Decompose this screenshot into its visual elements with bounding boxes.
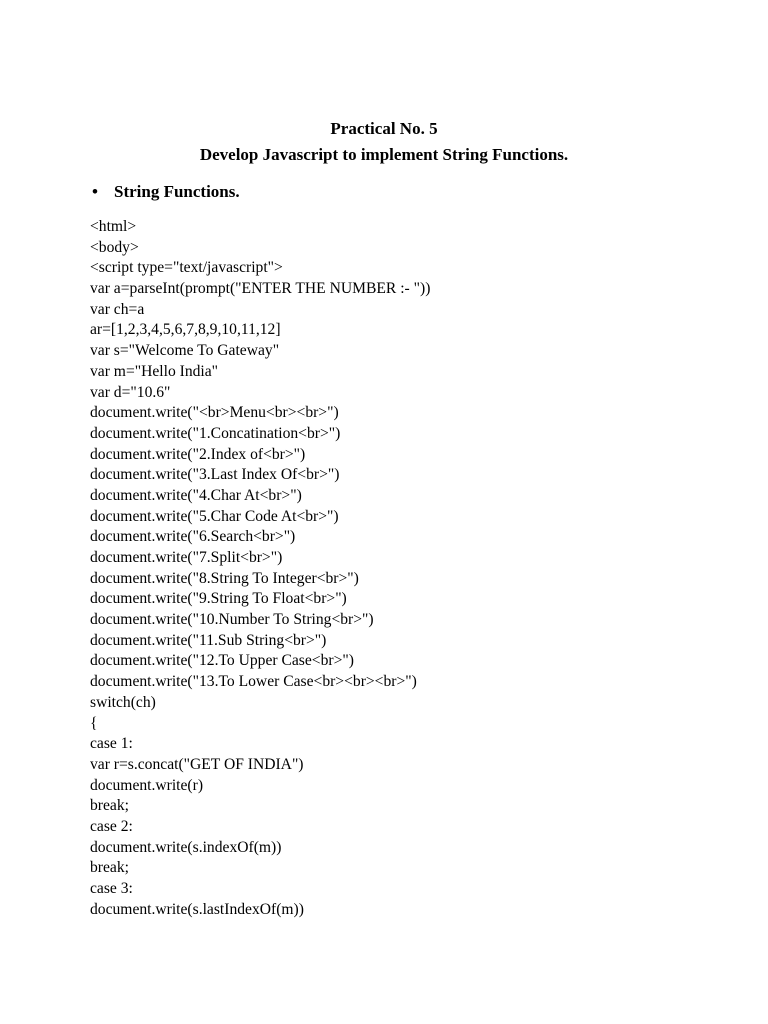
code-line: document.write("10.Number To String<br>") (90, 611, 374, 629)
code-line: document.write(s.indexOf(m)) (90, 838, 282, 856)
page-subtitle: Develop Javascript to implement String Functions. (199, 145, 569, 164)
code-listing (90, 217, 430, 920)
code-line: break; (90, 797, 129, 815)
code-line: document.write(r) (90, 776, 204, 794)
section-bullet (92, 181, 240, 203)
code-line: <body> (90, 238, 139, 256)
code-line: <html> (90, 218, 137, 235)
section-heading: String Functions. (114, 182, 240, 201)
code-line: document.write("13.To Lower Case<br><br><br>") (90, 673, 417, 691)
code-line: document.write("8.String To Integer<br>") (90, 569, 359, 587)
code-line: document.write("6.Search<br>") (90, 528, 296, 546)
code-line: document.write("7.Split<br>") (90, 549, 283, 566)
code-line: { (90, 714, 98, 732)
code-line: switch(ch) (90, 693, 156, 711)
code-line: document.write("1.Concatination<br>") (90, 424, 341, 442)
code-line: var r=s.concat("GET OF INDIA") (90, 755, 304, 773)
code-line: case 3: (90, 880, 133, 897)
code-line: document.write("3.Last Index Of<br>") (90, 466, 340, 484)
code-line: document.write("2.Index of<br>") (90, 445, 306, 463)
code-line: document.write("9.String To Float<br>") (90, 590, 347, 608)
code-line: case 1: (90, 735, 133, 753)
code-line: document.write("4.Char At<br>") (90, 486, 302, 504)
code-line: var d="10.6" (90, 383, 171, 401)
code-line: var s="Welcome To Gateway" (90, 342, 280, 360)
code-line: var ch=a (90, 300, 145, 318)
page-title: Practical No. 5 (330, 119, 438, 138)
bullet-icon: • (92, 182, 98, 201)
code-line: break; (90, 859, 129, 877)
code-line: var m="Hello India" (90, 362, 219, 380)
code-line: document.write("11.Sub String<br>") (90, 631, 327, 649)
code-line: document.write("<br>Menu<br><br>") (90, 404, 339, 422)
code-line: document.write(s.lastIndexOf(m)) (90, 900, 304, 918)
code-line: <script type="text/javascript"> (90, 259, 283, 277)
code-line: ar=[1,2,3,4,5,6,7,8,9,10,11,12] (90, 321, 281, 339)
code-line: document.write("5.Char Code At<br>") (90, 507, 339, 525)
code-line: document.write("12.To Upper Case<br>") (90, 652, 354, 670)
code-line: var a=parseInt(prompt("ENTER THE NUMBER :- ")) (90, 280, 431, 298)
code-line: case 2: (90, 817, 133, 835)
